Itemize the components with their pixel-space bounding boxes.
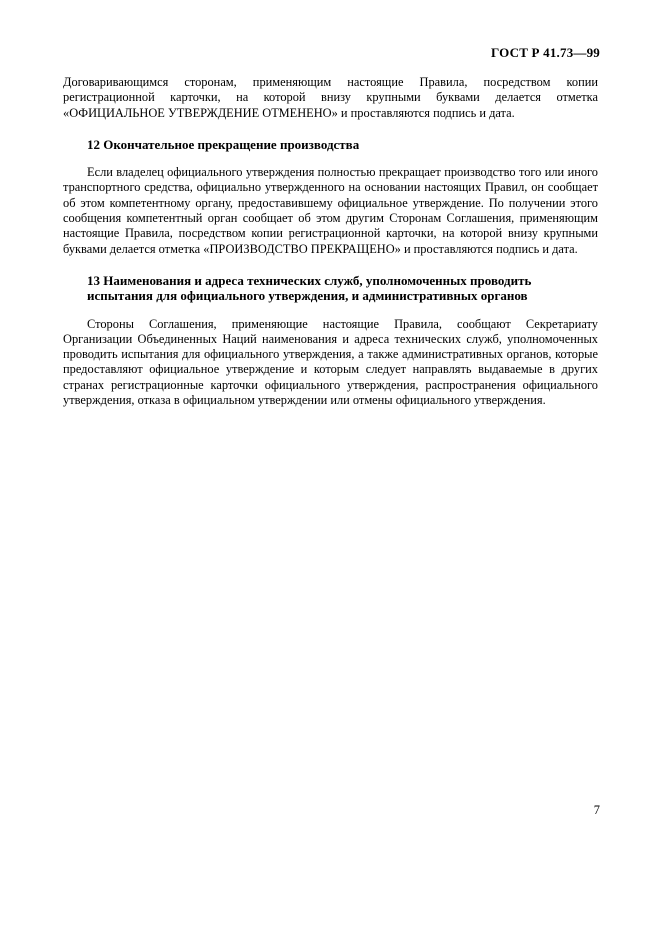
section-13-paragraph: Стороны Соглашения, применяющие настоящие Правила, сообщают Секретариату Организации Объединенных Наций наименования и адреса технических служб, уполномоченных проводить испытания для официального утверждения, а также административных органов, которые предоставляют официальное утверждение и которым следует направлять выдаваемые в других странах регистрационные карточки официального утверждения, распространения официального утверждения, отказа в официальном утверждении или отмены официального утверждения. — [63, 316, 598, 408]
document-body — [63, 75, 598, 408]
section-13-heading: 13 Наименования и адреса технических служб, уполномоченных проводить испытания для официального утверждения, и административных органов — [87, 272, 532, 304]
continuation-paragraph: Договаривающимся сторонам, применяющим настоящие Правила, посредством копии регистрационной карточки, на которой внизу крупными буквами делается отметка «ОФИЦИАЛЬНОЕ УТВЕРЖДЕНИЕ ОТМЕНЕНО» и проставляются подпись и дата. — [63, 75, 598, 120]
section-12-paragraph: Если владелец официального утверждения полностью прекращает производство того или иного транспортного средства, официально утвержденного на основании настоящих Правил, он сообщает об этом компетентному органу, предоставившему официальное утверждение. По получении этого сообщения компетентный орган сообщает об этом другим Сторонам Соглашения, применяющим настоящие Правила, посредством копии регистрационной карточки, на которой внизу крупными буквами делается отметка «ПРОИЗВОДСТВО ПРЕКРАЩЕНО» и проставляются подпись и дата. — [63, 165, 598, 256]
document-header: ГОСТ Р 41.73—99 — [491, 45, 600, 60]
page-number: 7 — [593, 803, 600, 817]
section-12-heading: 12 Окончательное прекращение производства — [87, 136, 360, 152]
